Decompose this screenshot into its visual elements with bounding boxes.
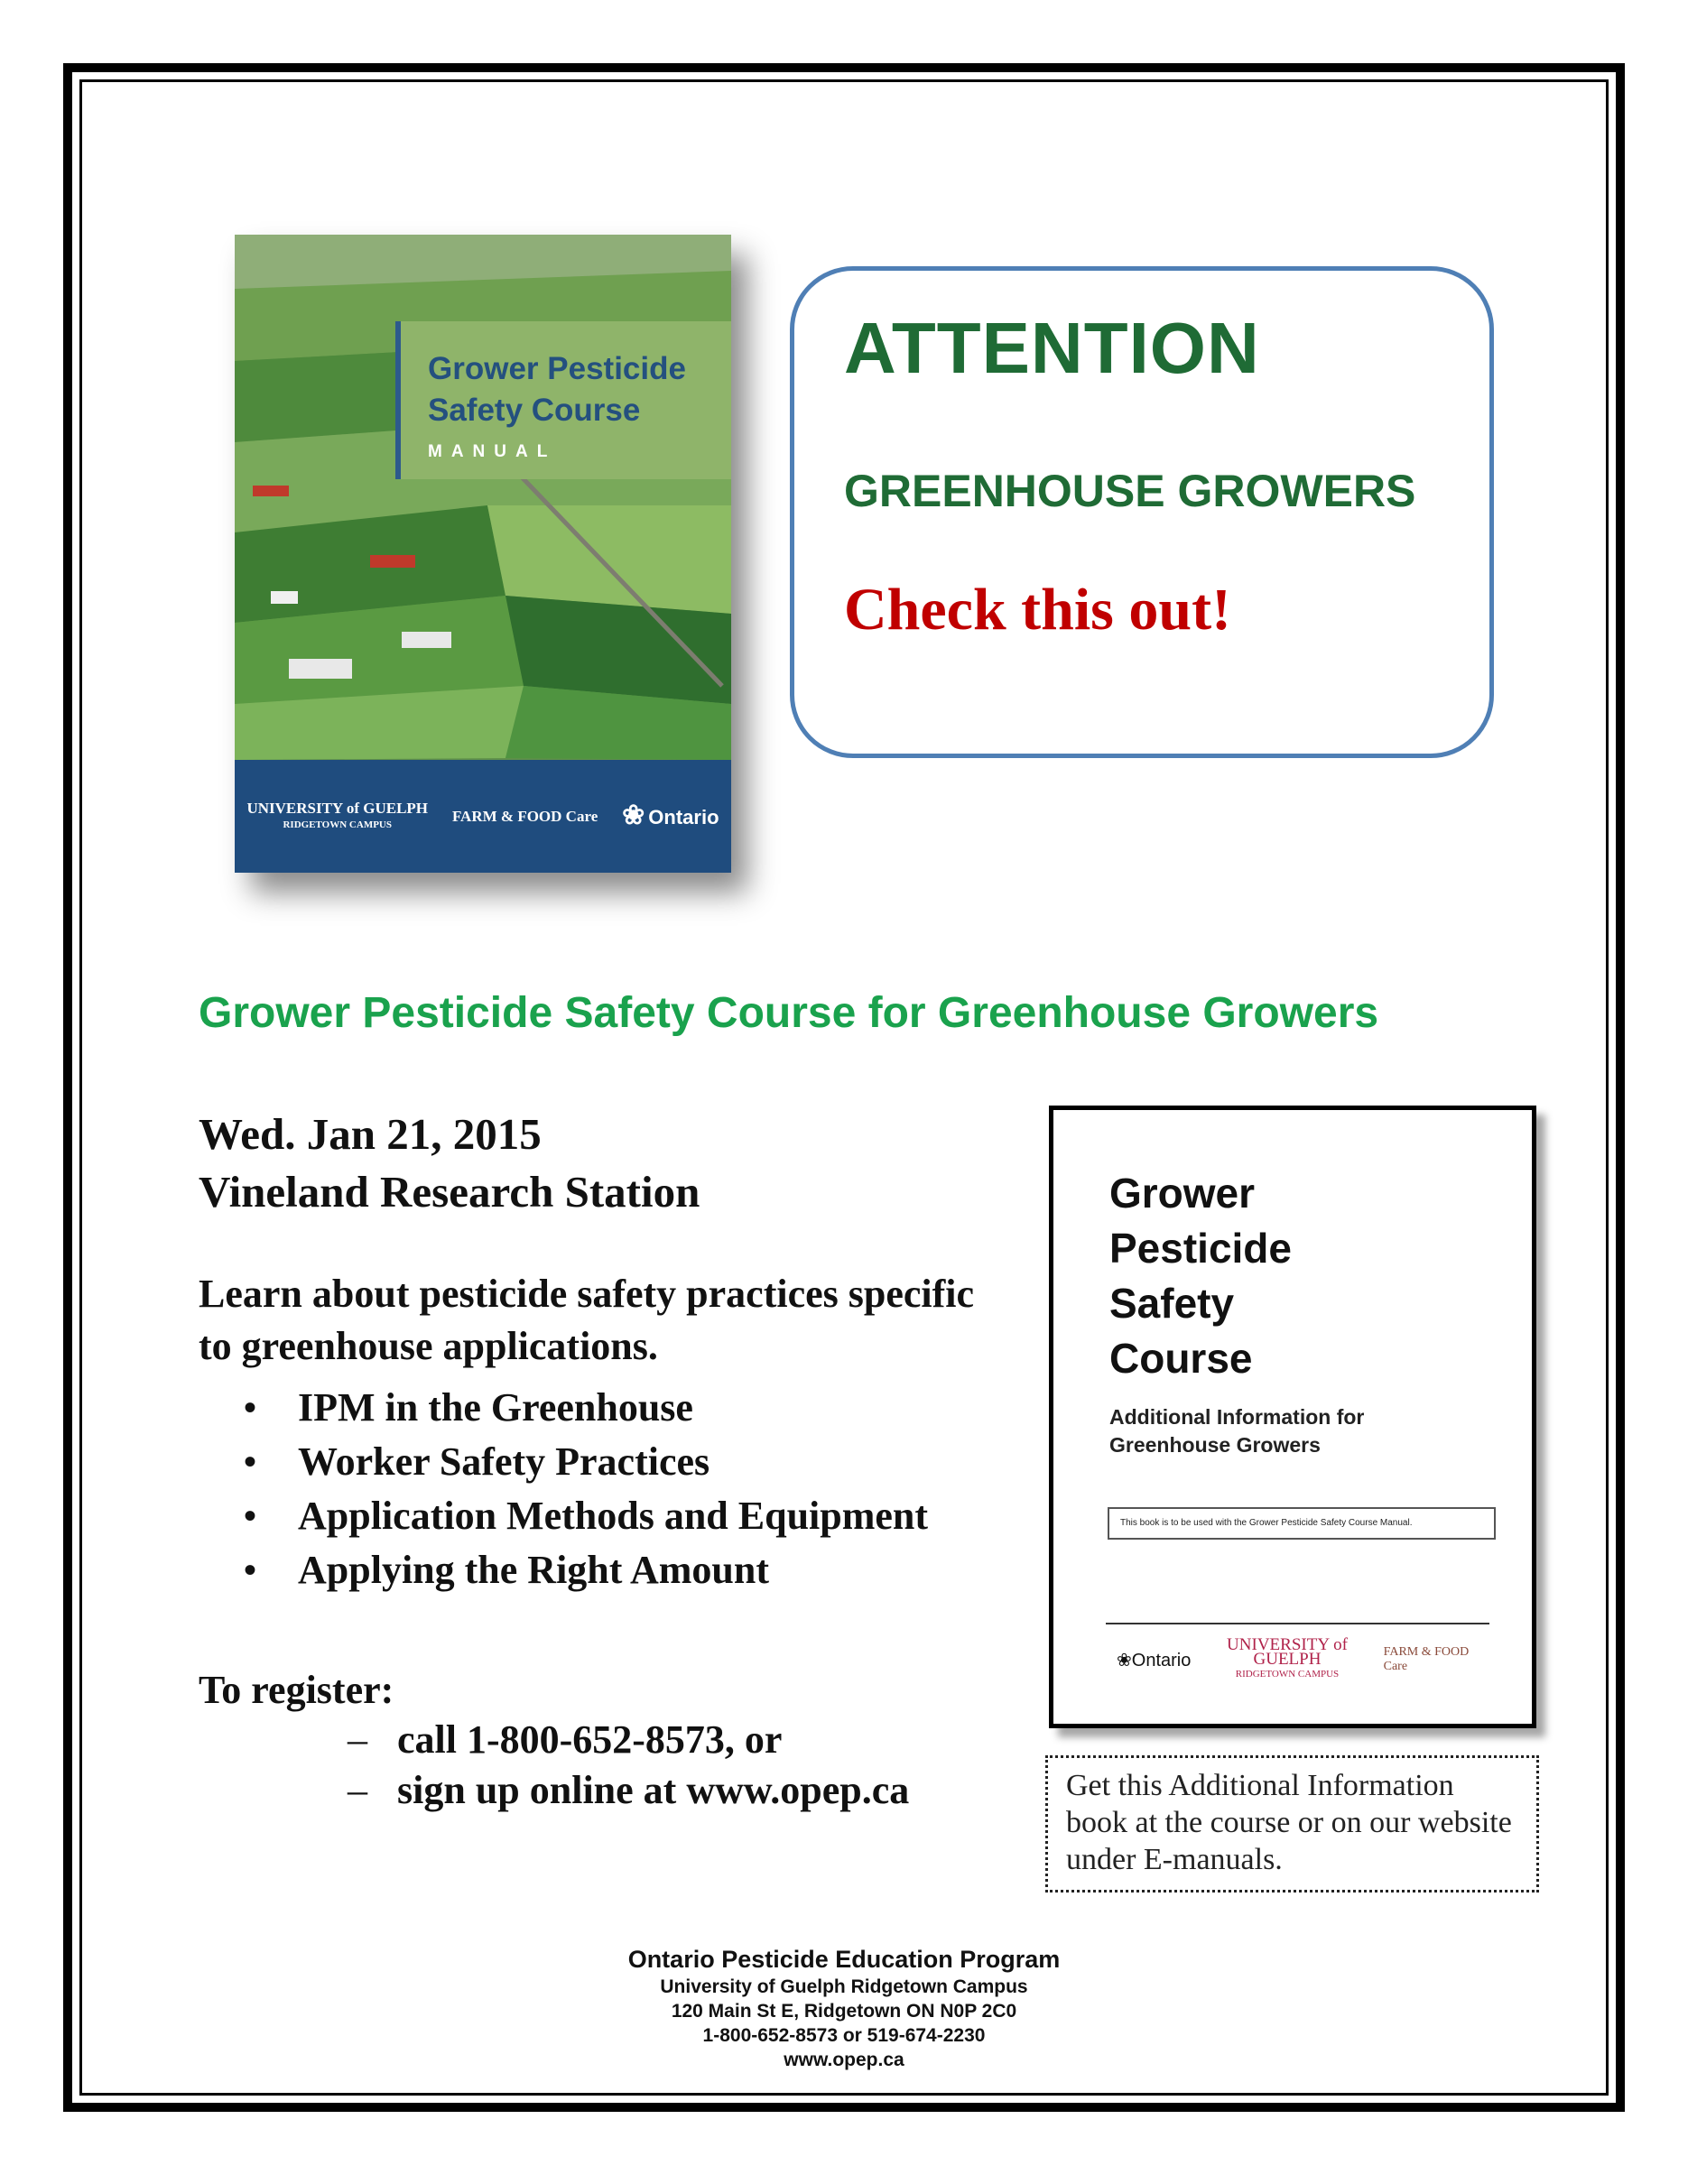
get-book-note: Get this Additional Information book at the course or on our website under E-manuals.: [1045, 1755, 1539, 1892]
book-subtitle: Additional Information for Greenhouse Growers: [1109, 1405, 1365, 1457]
list-item: • Worker Safety Practices: [244, 1435, 928, 1489]
manual-cover-image: [235, 235, 731, 873]
additional-info-book-cover: [1049, 1106, 1536, 1728]
book-usage-note: This book is to be used with the Grower Pesticide Safety Course Manual.: [1108, 1507, 1496, 1540]
event-details: [199, 1106, 700, 1221]
footer-address: 120 Main St E, Ridgetown ON N0P 2C0: [671, 2001, 1017, 2022]
trillium-icon: ❀: [1117, 1650, 1132, 1670]
event-date: Wed. Jan 21, 2015: [199, 1109, 542, 1159]
ontario-logo: ❀ Ontario: [622, 800, 719, 830]
attention-title: ATTENTION: [844, 308, 1260, 388]
topic-list: [244, 1381, 928, 1597]
farm-food-care-logo: FARM & FOOD Care: [1383, 1645, 1470, 1673]
book-title: Grower Pesticide Safety Course: [1109, 1170, 1292, 1382]
intro-text: Learn about pesticide safety practices specific to greenhouse applications.: [199, 1272, 975, 1368]
cover-title-panel: [395, 321, 731, 479]
book-logo-row: [1117, 1635, 1496, 1681]
ontario-logo: ❀Ontario: [1117, 1650, 1192, 1670]
uofg-logo: UNIVERSITY of GUELPH RIDGETOWN CAMPUS: [246, 799, 429, 830]
attention-box: [790, 266, 1494, 758]
footer-org: Ontario Pesticide Education Program: [627, 1946, 1061, 1973]
uofg-logo: UNIVERSITY of GUELPH RIDGETOWN CAMPUS: [1227, 1635, 1348, 1680]
footer-website[interactable]: www.opep.ca: [784, 2050, 904, 2070]
register-online[interactable]: – sign up online at www.opep.ca: [348, 1765, 909, 1816]
attention-callout: Check this out!: [844, 577, 1232, 643]
trillium-icon: ❀: [622, 800, 645, 830]
footer-contact: [0, 1945, 1688, 2072]
cover-subtitle: MANUAL: [428, 442, 557, 461]
register-phone: – call 1-800-652-8573, or: [348, 1715, 909, 1765]
register-options: [348, 1715, 909, 1816]
list-item: • Application Methods and Equipment: [244, 1489, 928, 1543]
list-item: • IPM in the Greenhouse: [244, 1381, 928, 1435]
farm-food-care-logo: FARM & FOOD Care: [451, 807, 598, 825]
divider: [1106, 1623, 1489, 1624]
footer-campus: University of Guelph Ridgetown Campus: [660, 1976, 1028, 1997]
event-location: Vineland Research Station: [199, 1167, 700, 1217]
cover-title: Grower Pesticide Safety Course: [428, 351, 686, 428]
footer-phone: 1-800-652-8573 or 519-674-2230: [702, 2025, 986, 2046]
attention-subtitle: GREENHOUSE GROWERS: [844, 466, 1416, 516]
cover-logo-bar: [235, 760, 731, 873]
course-heading: Grower Pesticide Safety Course for Greenhouse Growers: [199, 989, 1379, 1037]
register-label: To register:: [199, 1668, 394, 1712]
list-item: • Applying the Right Amount: [244, 1543, 928, 1597]
